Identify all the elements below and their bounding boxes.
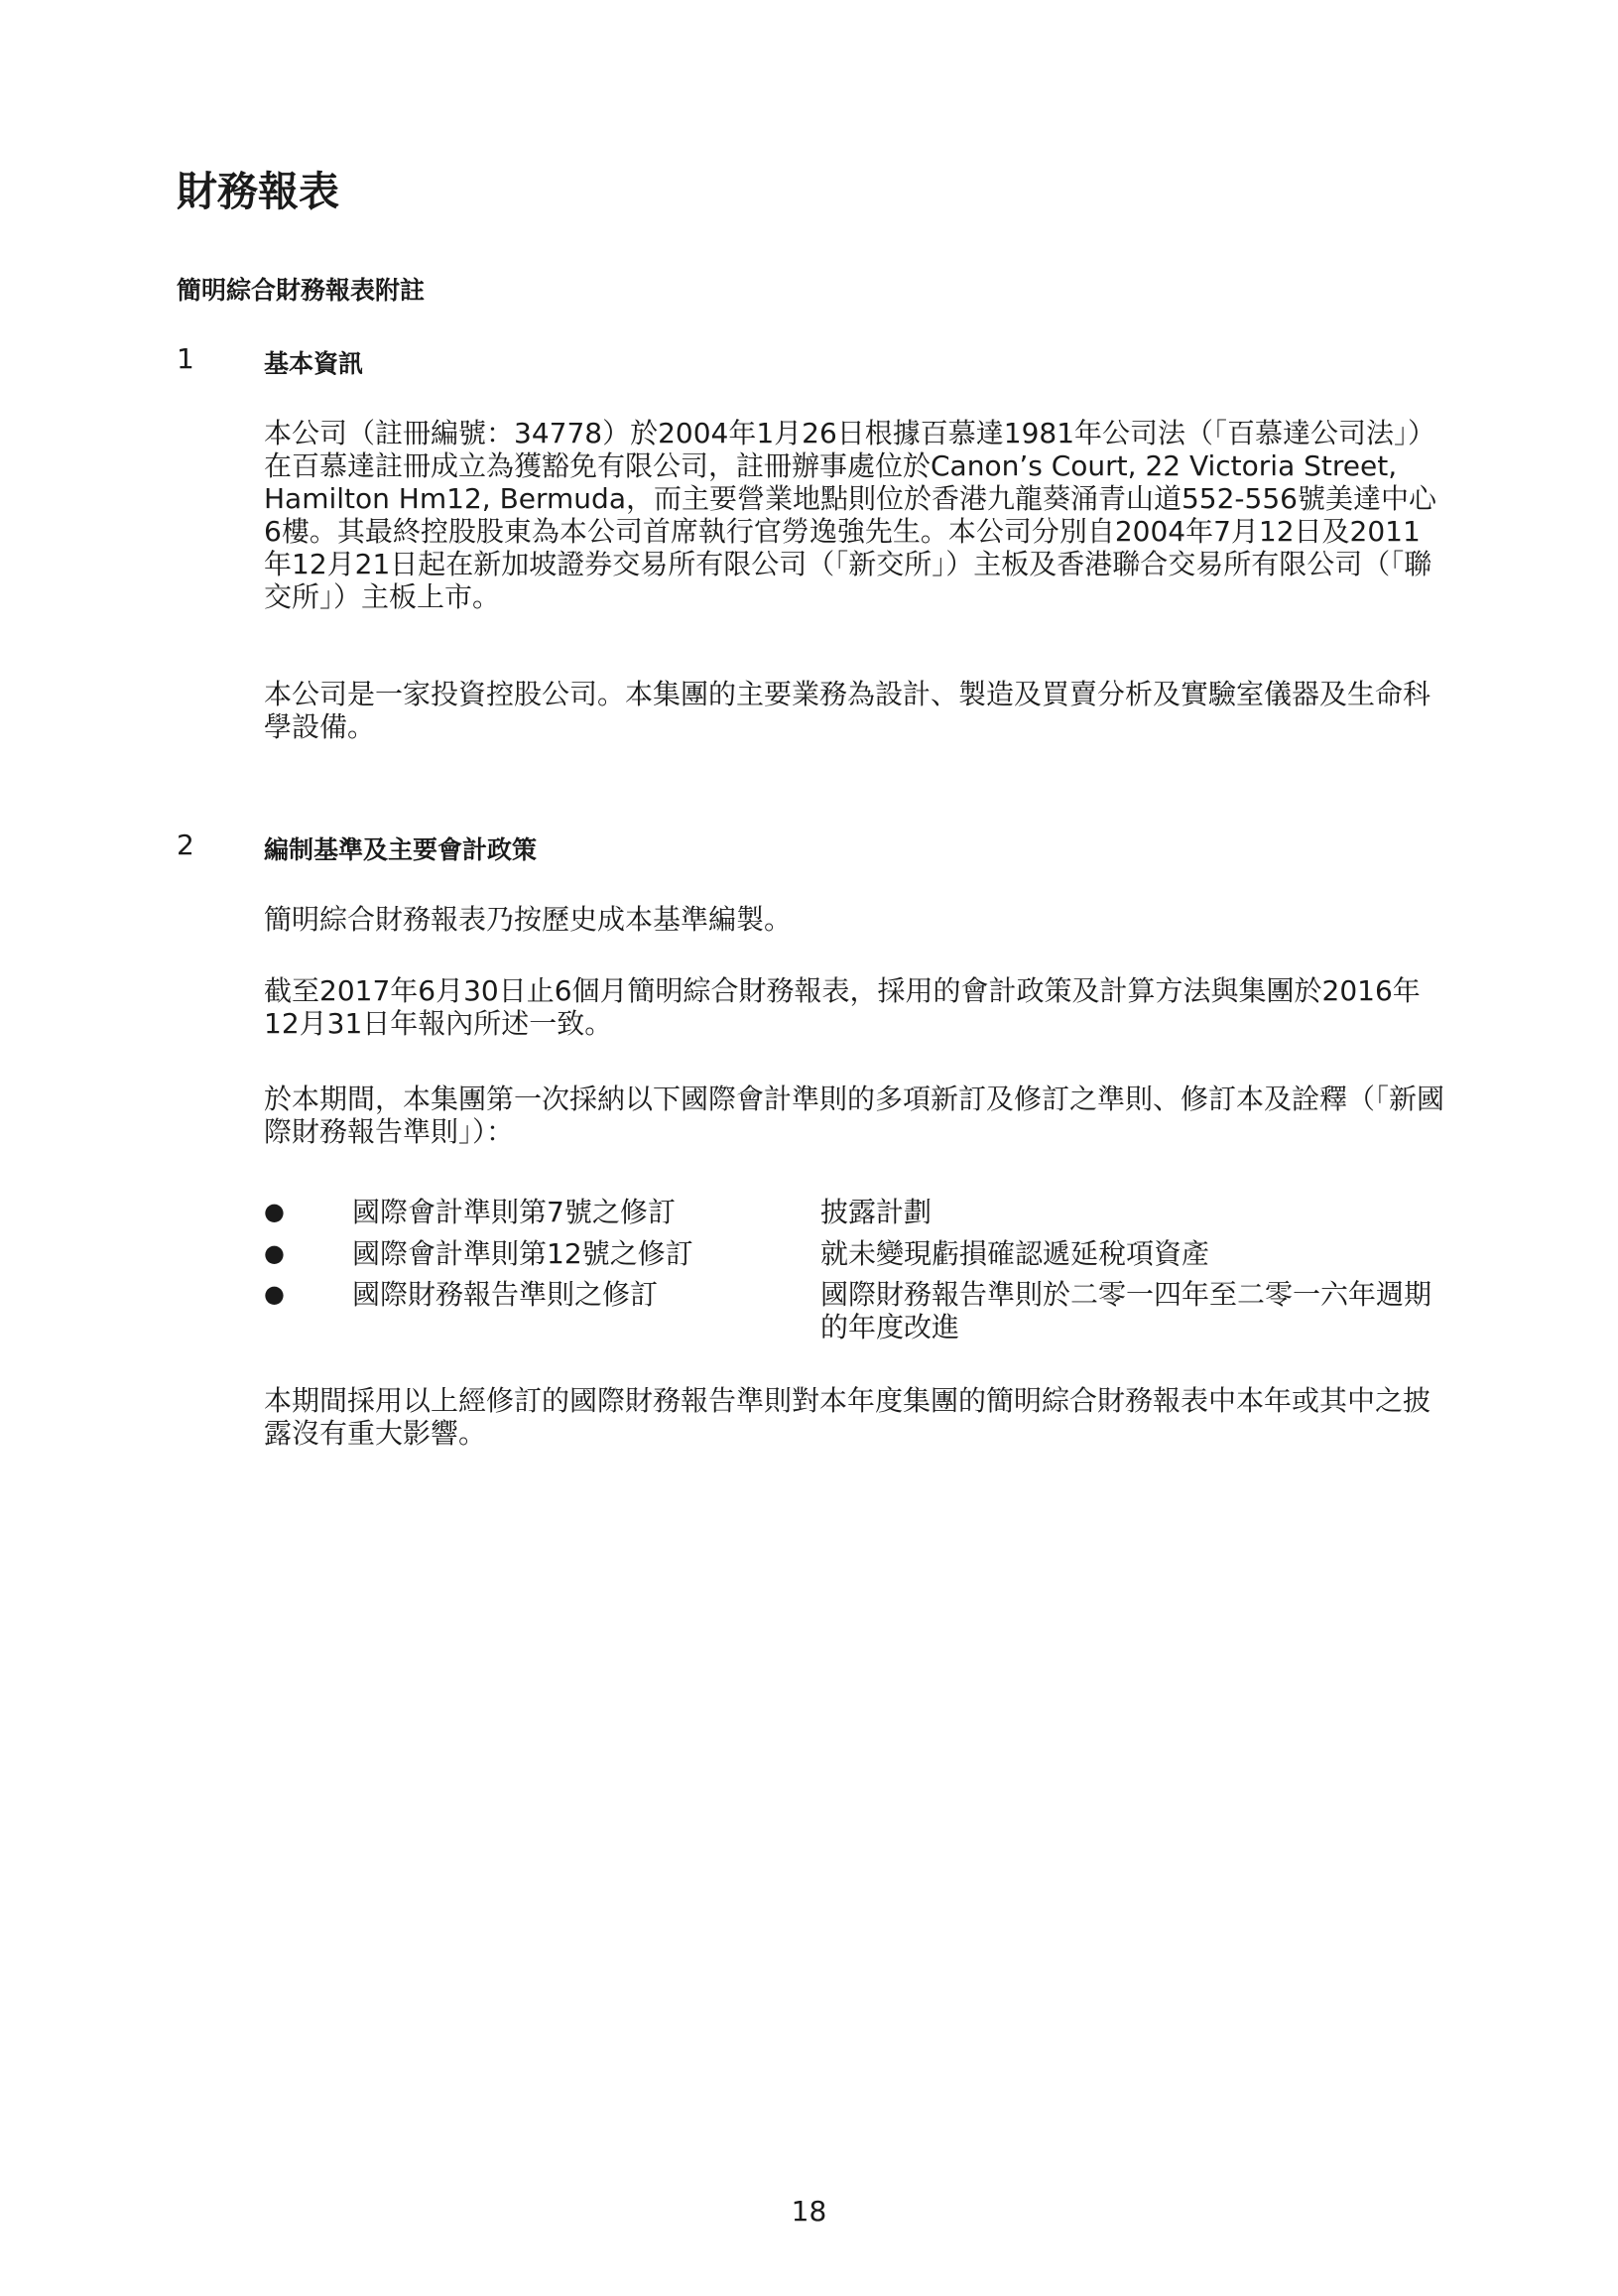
bullet-description: 國際財務報告準則於二零一四年至二零一六年週期的年度改進 bbox=[820, 1278, 1432, 1343]
section-1-title: 基本資訊 bbox=[264, 349, 364, 378]
section-2-title: 編制基準及主要會計政策 bbox=[264, 835, 538, 864]
bullet-marker: ● bbox=[264, 1198, 285, 1225]
bullet-marker: ● bbox=[264, 1280, 285, 1308]
section-2-closing: 本期間採用以上經修訂的國際財務報告準則對本年度集團的簡明綜合財務報表中本年或其中之披露沒有重大影響。 bbox=[264, 1384, 1431, 1450]
bullet-description: 披露計劃 bbox=[820, 1196, 933, 1228]
bullet-standard: 國際會計準則第12號之修訂 bbox=[352, 1237, 693, 1270]
section-1-paragraph-2: 本公司是一家投資控股公司。本集團的主要業務為設計、製造及買賣分析及實驗室儀器及生命科學設備。 bbox=[264, 678, 1431, 743]
bullet-standard: 國際會計準則第7號之修訂 bbox=[352, 1196, 676, 1228]
section-1-paragraph-1: 本公司（註冊編號：34778）於2004年1月26日根據百慕達1981年公司法（「百慕達公司法」）在百慕達註冊成立為獲豁免有限公司，註冊辦事處位於Canon’s Court, 22 Victoria Street, Hamilton Hm12, Bermuda，而主要營業地點則位於香港九龍葵涌青山道552-556號美達中心6樓。其最終控股股東為本公司首席執行官勞逸強先生。本公司分別自2004年7月12日及2011年12月21日起在新加坡證券交易所有限公司（「新交所」）主板及香港聯合交易所有限公司（「聯交所」）主板上市。 bbox=[264, 417, 1436, 613]
section-2-paragraph-3: 於本期間，本集團第一次採納以下國際會計準則的多項新訂及修訂之準則、修訂本及詮釋（「新國際財務報告準則」）： bbox=[264, 1083, 1445, 1148]
notes-heading: 簡明綜合財務報表附註 bbox=[177, 276, 426, 305]
section-2-number: 2 bbox=[177, 829, 194, 861]
page-number: 18 bbox=[791, 2195, 827, 2228]
section-1-number: 1 bbox=[177, 342, 194, 375]
bullet-standard: 國際財務報告準則之修訂 bbox=[352, 1278, 659, 1311]
bullet-marker: ● bbox=[264, 1239, 285, 1267]
page-title: 財務報表 bbox=[177, 168, 339, 215]
section-2-paragraph-2: 截至2017年6月30日止6個月簡明綜合財務報表，採用的會計政策及計算方法與集團於2016年12月31日年報內所述一致。 bbox=[264, 974, 1421, 1040]
section-2-paragraph-1: 簡明綜合財務報表乃按歷史成本基準編製。 bbox=[264, 903, 793, 936]
bullet-description: 就未變現虧損確認遞延稅項資產 bbox=[820, 1237, 1210, 1270]
